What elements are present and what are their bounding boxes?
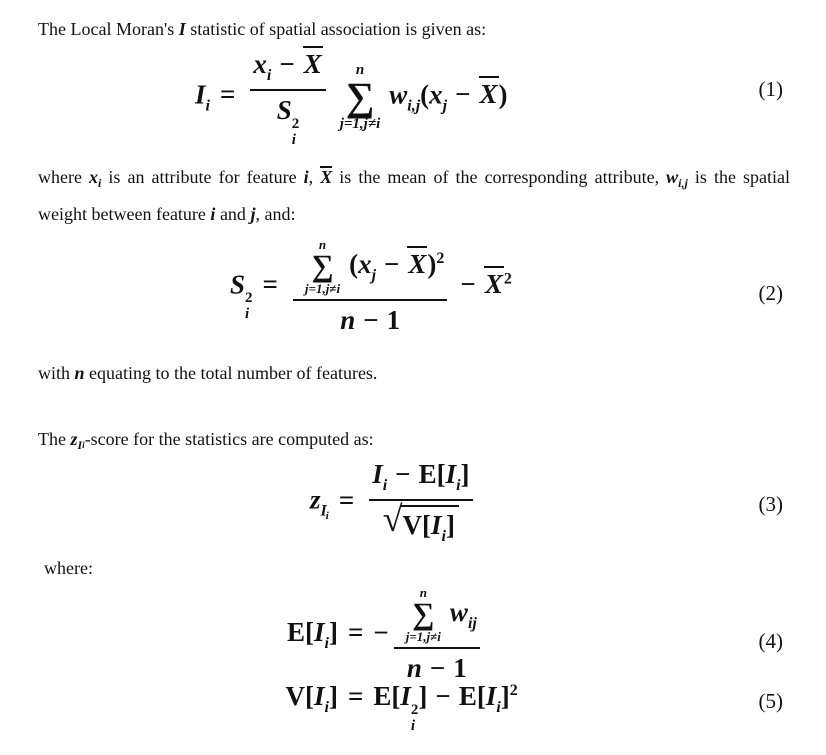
subscript-i: i <box>324 635 329 653</box>
equation-4 <box>260 586 485 684</box>
math-var-j: j <box>250 204 256 224</box>
var-I: I <box>314 681 325 711</box>
open-bracket: [ <box>305 681 315 711</box>
var-w: w <box>389 79 408 110</box>
fraction-bar <box>293 299 448 301</box>
text: , <box>308 167 321 187</box>
fraction <box>369 459 472 546</box>
equals-sign: = <box>338 484 355 515</box>
subscript-i: i <box>291 131 296 148</box>
text: is the spatial <box>687 167 790 187</box>
subscript-i: i <box>410 717 416 734</box>
lhs-expected-value <box>260 617 338 653</box>
equation-number-1: (1) <box>758 77 783 101</box>
numerator <box>250 46 325 85</box>
subscript-j: j <box>371 266 377 284</box>
sum-upper-limit: n <box>419 585 427 600</box>
var-I: I <box>485 681 497 711</box>
radical-icon: √ <box>382 499 403 539</box>
where-label <box>44 553 93 584</box>
var-I: I <box>400 681 411 711</box>
var-X: X <box>479 79 498 110</box>
var-X: X <box>484 269 503 300</box>
open-bracket: [ <box>436 459 446 489</box>
superscript-2: 2 <box>509 682 518 699</box>
denominator <box>337 305 403 336</box>
denominator <box>274 95 303 149</box>
text: is the mean of the corresponding attribute, <box>332 167 667 187</box>
minus-sign: − <box>455 79 471 110</box>
subscript-i: i <box>82 440 85 450</box>
equation-number-5: (5) <box>758 689 783 713</box>
equation-2 <box>230 238 512 336</box>
sum-upper-limit: n <box>318 237 327 252</box>
math-var-X: X <box>320 167 333 187</box>
x-bar <box>320 166 332 187</box>
subscript-i: i <box>98 176 102 190</box>
x-bar <box>484 266 504 298</box>
equals-sign: = <box>219 79 236 110</box>
close-paren: ) <box>427 248 437 279</box>
zscore-intro-paragraph <box>38 424 374 461</box>
operator-V: V <box>402 510 423 540</box>
equals-sign: = <box>262 269 278 300</box>
open-bracket: [ <box>422 510 432 540</box>
subscript-i: i <box>441 528 446 545</box>
var-X: X <box>408 248 427 279</box>
minus-sign: − <box>429 653 446 684</box>
fraction <box>394 586 480 684</box>
superscript-2: 2 <box>291 116 300 132</box>
equals-sign: = <box>348 681 364 711</box>
operator-E: E <box>418 459 437 489</box>
subscript-ij: i,j <box>678 176 688 190</box>
minus-sign: − <box>435 681 451 711</box>
superscript-2: 2 <box>436 249 445 267</box>
open-bracket: [ <box>476 681 486 711</box>
lhs-variance <box>260 681 338 717</box>
fraction-bar <box>250 89 325 91</box>
text: statistic of spatial association is given as: <box>185 19 487 39</box>
math-var-w: w <box>666 167 679 187</box>
x-bar <box>303 46 323 78</box>
superscript-2: 2 <box>503 270 512 288</box>
math-var-x: x <box>89 167 99 187</box>
close-bracket: ] <box>329 681 338 711</box>
equation-1 <box>195 46 508 149</box>
var-I: I <box>431 510 442 540</box>
var-n: n <box>340 305 356 336</box>
var-w: w <box>449 596 468 627</box>
fraction <box>293 238 448 336</box>
text: -score for the statistics are computed as: <box>84 429 374 449</box>
radicand <box>401 505 459 546</box>
var-I: I <box>195 79 206 110</box>
var-X: X <box>303 49 322 79</box>
summation <box>340 63 381 132</box>
paragraph-line-2 <box>38 199 790 230</box>
operator-E: E <box>458 681 477 711</box>
sup-sub-stack <box>292 117 300 149</box>
sigma-icon: ∑ <box>345 73 375 119</box>
operator-V: V <box>285 681 306 711</box>
subscript-i: i <box>456 477 461 494</box>
text: and <box>215 204 251 224</box>
text: where: <box>44 558 93 578</box>
text: is an attribute for feature <box>101 167 304 187</box>
definitions-paragraph <box>38 162 790 230</box>
sup-sub-stack <box>245 291 253 323</box>
superscript-2: 2 <box>410 702 419 718</box>
minus-sign: − <box>460 269 476 300</box>
sigma-icon: ∑ <box>412 596 435 631</box>
sum-lower-limit: j=1,j≠i <box>405 629 441 645</box>
sum-lower-limit: j=1,j≠i <box>304 281 341 297</box>
number-1: 1 <box>386 305 401 336</box>
text: The Local Moran's <box>38 19 179 39</box>
summation <box>406 586 441 643</box>
superscript-2: 2 <box>245 290 253 307</box>
open-bracket: [ <box>305 617 315 648</box>
var-x: x <box>253 49 267 79</box>
operator-E: E <box>287 617 306 648</box>
equation-number-2: (2) <box>758 281 783 305</box>
minus-sign: − <box>363 305 379 336</box>
number-1: 1 <box>453 653 467 684</box>
fraction-bar <box>394 647 480 649</box>
subscript-i: i <box>325 509 329 522</box>
close-bracket: ] <box>460 459 470 489</box>
text: equating to the total number of features. <box>84 363 378 383</box>
subscript-i: i <box>205 97 210 115</box>
text: The <box>38 429 71 449</box>
open-paren: ( <box>420 79 430 110</box>
minus-sign: − <box>279 49 295 79</box>
text: where <box>38 167 90 187</box>
subscript-I: I <box>320 502 327 520</box>
var-I: I <box>314 617 325 648</box>
sigma-icon: ∑ <box>311 248 334 283</box>
open-paren: ( <box>349 248 359 279</box>
equals-sign: = <box>348 617 364 648</box>
operator-E: E <box>373 681 392 711</box>
var-n: n <box>406 653 422 684</box>
var-S: S <box>276 95 292 125</box>
close-paren: ) <box>498 79 508 110</box>
square-root <box>382 499 459 546</box>
math-var-i: i <box>303 167 309 187</box>
subscript-ij: i,j <box>407 97 421 115</box>
equation-5 <box>260 681 518 735</box>
x-bar <box>479 76 499 108</box>
var-I: I <box>445 459 457 489</box>
minus-sign: − <box>384 248 400 279</box>
summation <box>305 238 340 295</box>
intro-paragraph <box>38 14 486 45</box>
subscript-I: I <box>77 438 83 452</box>
math-var-n: n <box>74 363 85 383</box>
var-z: z <box>310 484 321 515</box>
close-bracket: ] <box>418 681 428 711</box>
open-bracket: [ <box>391 681 401 711</box>
subscript-i: i <box>266 67 272 84</box>
subscript-i: i <box>496 699 501 716</box>
close-bracket: ] <box>500 681 510 711</box>
numerator <box>293 238 448 295</box>
negative-sign: − <box>373 617 389 648</box>
subscript-i: i <box>245 306 250 323</box>
math-var-i: i <box>210 204 216 224</box>
numerator <box>394 586 480 643</box>
var-x: x <box>358 248 372 279</box>
text: , and: <box>255 204 296 224</box>
sum-upper-limit: n <box>355 61 365 78</box>
fraction <box>250 46 325 149</box>
denominator <box>404 653 470 684</box>
var-x: x <box>429 79 443 110</box>
paragraph-line-1 <box>38 162 790 199</box>
subscript-j: j <box>442 97 448 115</box>
n-note-paragraph <box>38 358 377 389</box>
math-var-I: I <box>178 19 186 39</box>
sum-lower-limit: j=1,j≠i <box>339 115 381 132</box>
subscript-i: i <box>382 477 388 494</box>
close-bracket: ] <box>329 617 338 648</box>
var-I: I <box>372 459 383 489</box>
var-S: S <box>230 269 246 300</box>
equation-3 <box>310 459 478 546</box>
close-bracket: ] <box>445 510 455 540</box>
denominator <box>380 499 462 546</box>
subscript-ij: ij <box>467 614 477 632</box>
minus-sign: − <box>395 459 411 489</box>
equation-number-3: (3) <box>758 492 783 516</box>
equation-number-4: (4) <box>758 629 783 653</box>
subscript-i: i <box>324 699 329 716</box>
text: weight between feature <box>38 204 211 224</box>
x-bar <box>407 246 427 278</box>
numerator <box>369 459 472 495</box>
math-var-z: z <box>70 429 78 449</box>
text: with <box>38 363 75 383</box>
